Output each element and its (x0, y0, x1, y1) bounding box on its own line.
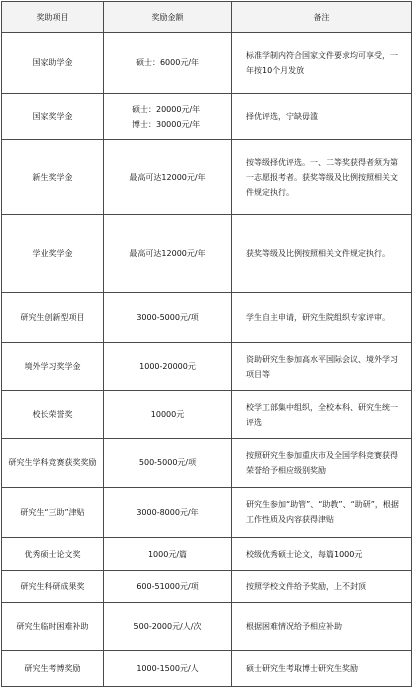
scholarship-table (1, 1, 412, 687)
scholarship-table-container (1, 1, 411, 687)
header-project: 奖助项目 (2, 2, 104, 33)
cell-amount (104, 650, 232, 686)
cell-project: 境外学习奖学金 (2, 342, 104, 391)
cell-note: 学生自主申请，研究生院组织专家评审。 (232, 293, 412, 343)
cell-note: 校学工部集中组织，全校本科、研究生统一评选 (232, 391, 412, 439)
cell-note: 获奖等级及比例按照相关文件规定执行。 (232, 214, 412, 293)
amount-line: 600-51000元/项 (136, 582, 199, 592)
cell-project: 国家助学金 (2, 33, 104, 94)
table-row (2, 571, 412, 603)
cell-note: 择优评选，宁缺毋滥 (232, 93, 412, 139)
amount-line: 500-5000元/项 (138, 458, 197, 468)
cell-project: 校长荣誉奖 (2, 391, 104, 439)
cell-note: 研究生参加“助管”、“助教”、“助研”，根据工作性质及内容获得津贴 (232, 487, 412, 538)
cell-amount (104, 293, 232, 343)
cell-amount (104, 571, 232, 603)
cell-amount (104, 538, 232, 571)
table-row (2, 487, 412, 538)
table-row (2, 603, 412, 651)
cell-project: 研究生“三助”津贴 (2, 487, 104, 538)
cell-amount (104, 342, 232, 391)
amount-line: 最高可达12000元/年 (129, 172, 206, 182)
table-header-row (2, 2, 412, 33)
cell-amount (104, 603, 232, 651)
cell-amount (104, 93, 232, 139)
cell-note: 校级优秀硕士论文，每篇1000元 (232, 538, 412, 571)
cell-amount (104, 391, 232, 439)
table-row (2, 438, 412, 487)
amount-line: 10000元 (150, 410, 185, 420)
cell-project: 研究生临时困难补助 (2, 603, 104, 651)
cell-note: 根据困难情况给予相应补助 (232, 603, 412, 651)
cell-note: 按等级择优评选。一、二等奖获得者须为第一志愿报考者。获奖等级及比例按照相关文件规定执行。 (232, 140, 412, 214)
table-row (2, 538, 412, 571)
amount-line: 1000元/篇 (147, 549, 188, 559)
amount-line: 3000-8000元/年 (136, 507, 199, 517)
cell-project: 研究生创新型项目 (2, 293, 104, 343)
cell-amount (104, 140, 232, 214)
table-row (2, 293, 412, 343)
table-row (2, 342, 412, 391)
table-row (2, 93, 412, 139)
cell-amount (104, 214, 232, 293)
amount-line: 1000-20000元 (139, 362, 196, 372)
amount-line: 硕士：6000元/年 (135, 58, 200, 68)
cell-note: 按照学校文件给予奖励，上不封顶 (232, 571, 412, 603)
cell-project: 研究生学科竞赛获奖奖励 (2, 438, 104, 487)
cell-amount (104, 487, 232, 538)
table-row (2, 214, 412, 293)
table-row (2, 33, 412, 94)
amount-line: 硕士：20000元/年 (132, 104, 201, 114)
amount-line: 1000-1500元/人 (136, 663, 199, 673)
cell-project: 优秀硕士论文奖 (2, 538, 104, 571)
header-amount: 奖励金额 (104, 2, 232, 33)
amount-line: 500-2000元/人/次 (133, 621, 202, 631)
cell-project: 国家奖学金 (2, 93, 104, 139)
cell-project: 新生奖学金 (2, 140, 104, 214)
table-row (2, 140, 412, 214)
cell-amount (104, 33, 232, 94)
cell-note: 标准学制内符合国家文件要求均可享受，一年按10个月发放 (232, 33, 412, 94)
amount-line: 最高可达12000元/年 (129, 249, 206, 259)
cell-note: 按照研究生参加重庆市及全国学科竞赛获得荣誉给予相应级别奖励 (232, 438, 412, 487)
cell-note: 硕士研究生考取博士研究生奖励 (232, 650, 412, 686)
amount-line: 3000-5000元/项 (136, 313, 199, 323)
amount-line: 博士：30000元/年 (132, 119, 201, 129)
cell-project: 研究生考博奖励 (2, 650, 104, 686)
cell-project: 研究生科研成果奖 (2, 571, 104, 603)
table-row (2, 391, 412, 439)
header-note: 备注 (232, 2, 412, 33)
cell-amount (104, 438, 232, 487)
table-row (2, 650, 412, 686)
cell-note: 资助研究生参加高水平国际会议、境外学习项目等 (232, 342, 412, 391)
cell-project: 学业奖学金 (2, 214, 104, 293)
